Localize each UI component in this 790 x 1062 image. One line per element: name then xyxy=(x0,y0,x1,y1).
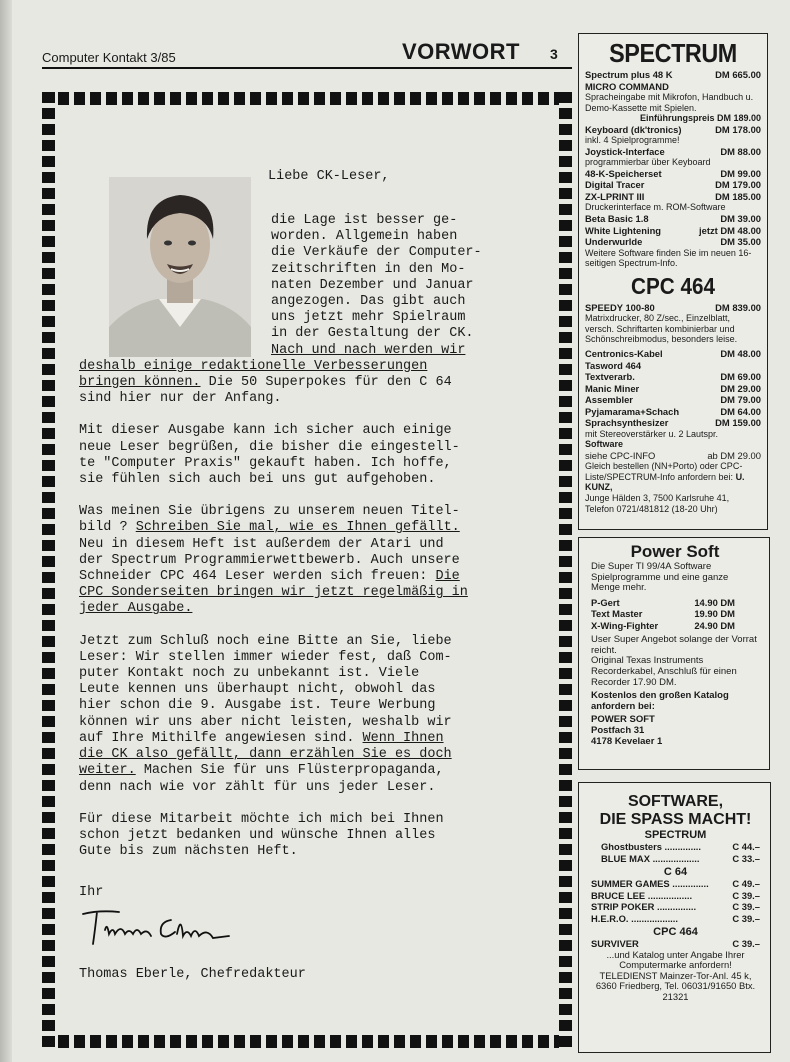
ad-item-name: BRUCE LEE ................. xyxy=(591,889,693,901)
page-header xyxy=(42,38,570,68)
letter-text: Was meinen Sie übrigens zu unserem neuen Titel- xyxy=(79,504,460,520)
ad-description: Matrixdrucker, 80 Z/sec., Einzelblatt, versch. Schriftarten kombinierbar und Schönschreibmodus, besonders leise. xyxy=(585,313,738,345)
ad-item-name: Ghostbusters .............. xyxy=(601,841,702,852)
ad-item-name: Pyjamarama+Schach xyxy=(585,405,680,417)
ad-item-name: Centronics-Kabel xyxy=(585,348,663,360)
ad-tail: ...und Katalog unter Angabe Ihrer Computermarke anfordern! TELEDIENST Mainzer-Tor-Anl. 45 k, 6360 Friedberg, Tel. 06031/91650 Btx. 21321 xyxy=(595,948,756,1002)
ad-items xyxy=(585,146,761,158)
ad-item-name: Text Master xyxy=(591,608,643,620)
letter-paragraph-4 xyxy=(79,634,549,796)
ad-description: Druckerinterface m. ROM-Software xyxy=(585,202,726,213)
ad-description: programmierbar über Keyboard xyxy=(585,157,711,168)
letter-text: Machen Sie für uns Flüsterpropaganda, xyxy=(135,763,444,779)
letter-text: bild ? xyxy=(79,520,136,536)
ad-item-name: X-Wing-Fighter xyxy=(591,619,659,631)
ad-item-row xyxy=(585,417,761,429)
letter-text: Schneider CPC 464 Leser werden sich freuen: xyxy=(79,569,436,585)
ad-powersoft xyxy=(578,537,770,770)
underlined-text: bringen können. xyxy=(79,375,201,391)
ad-item-name: Keyboard (dk'tronics) xyxy=(585,123,682,135)
ad-item-row xyxy=(585,302,761,314)
ad-item-name: Spectrum plus 48 K xyxy=(585,69,673,80)
ad-item-price: DM 665.00 xyxy=(715,69,761,80)
ad-item-name: BLUE MAX .................. xyxy=(601,852,700,864)
ad-items xyxy=(585,348,761,429)
letter-paragraph-3 xyxy=(79,504,549,617)
ad-item-row xyxy=(585,236,761,248)
underlined-text: die CK also gefällt, dann erzählen Sie es doch xyxy=(79,747,452,763)
ad-item-price: ab DM 29.00 xyxy=(707,449,761,461)
ad-item-row xyxy=(585,213,761,225)
underlined-text: jeder Ausgabe. xyxy=(79,601,193,617)
ad-item-row xyxy=(585,124,761,136)
letter-paragraph-1-rest xyxy=(79,343,549,408)
letter-line: schon jetzt bedanken und wünsche Ihnen alles xyxy=(79,827,436,843)
underlined-text: Schreiben Sie mal, wie es Ihnen gefällt. xyxy=(135,520,460,536)
ad-item-price: DM 29.00 xyxy=(720,382,761,394)
ad-item-price: 24.90 DM xyxy=(694,619,735,631)
issue-label: Computer Kontakt 3/85 xyxy=(42,50,176,65)
ad-item-name: ZX-LPRINT III xyxy=(585,190,645,202)
letter-line: die Lage ist besser ge- xyxy=(271,213,458,228)
letter-line: uns jetzt mehr Spielraum xyxy=(271,310,466,326)
letter-line: die Verkäufe der Computer- xyxy=(271,245,482,261)
ad-item-row xyxy=(591,938,760,950)
page-binding-shadow xyxy=(0,0,12,1062)
underlined-text: weiter. xyxy=(79,763,136,779)
ad-item-name: Joystick-Interface xyxy=(585,145,665,157)
ad-item-row xyxy=(601,841,760,853)
ad-item-name: Assembler xyxy=(585,394,633,406)
ad-order: Gleich bestellen (NN+Porto) oder CPC-Liste/SPECTRUM-Info anfordern bei: xyxy=(585,461,743,482)
letter-line: können wir uns aber nicht leisten, weshalb wir xyxy=(79,714,452,730)
letter-line: Leser: Wir stellen immer wieder fest, daß Com- xyxy=(79,649,452,665)
letter-line: te "Computer Praxis" gekauft haben. Ich hoffe, xyxy=(79,455,452,471)
ad-description: inkl. 4 Spielprogramme! xyxy=(585,135,680,146)
ad-items xyxy=(591,938,760,950)
letter-line: in der Gestaltung der CK. xyxy=(271,326,474,342)
ad-item-row xyxy=(585,406,761,418)
ad-item-row xyxy=(585,69,761,81)
ad-item-price: DM 99.00 xyxy=(720,167,761,179)
letter-line: neue Leser begrüßen, die bisher die eingestell- xyxy=(79,439,460,455)
ad-item-name: Digital Tracer xyxy=(585,179,645,191)
letter-text: sind hier nur der Anfang. xyxy=(79,391,282,407)
ad-item-row xyxy=(591,608,735,620)
ad-item-name: Textverarb. xyxy=(585,371,635,383)
ad-title-spectrum: SPECTRUM xyxy=(609,38,737,68)
ad-item-row xyxy=(585,191,761,203)
ad-item-price: DM 839.00 xyxy=(715,301,761,313)
letter-line: Gute bis zum nächsten Heft. xyxy=(79,844,298,860)
page-number: 3 xyxy=(550,46,558,62)
ad-item-row xyxy=(585,394,761,406)
letter-line: worden. Allgemein haben xyxy=(271,229,458,245)
ad-item-price: DM 178.00 xyxy=(715,123,761,135)
ad-item-row xyxy=(585,168,761,180)
ad-offer: User Super Angebot solange der Vorrat reicht. xyxy=(591,634,757,656)
ad-item-name: 48-K-Speicherset xyxy=(585,167,662,179)
ad-item-name: SURVIVER xyxy=(591,938,639,949)
letter-line: puter Kontakt noch zu unbekannt ist. Viele xyxy=(79,666,420,682)
underlined-text: Nach und nach werden wir xyxy=(271,342,466,358)
ad-description: Spracheingabe mit Mikrofon, Handbuch u. Demo-Kassette mit Spielen. xyxy=(585,92,754,113)
ad-kunz xyxy=(578,33,768,530)
ad-item-row xyxy=(591,878,760,890)
ad-item-price: C 39.– xyxy=(732,901,760,912)
underlined-text: Wenn Ihnen xyxy=(362,730,444,746)
letter-line: naten Dezember und Januar xyxy=(271,277,474,293)
ad-item-row xyxy=(585,81,761,93)
ad-items xyxy=(591,878,760,924)
letter-paragraph-2 xyxy=(79,423,549,488)
ad-items xyxy=(585,168,761,203)
underlined-text: Die xyxy=(435,569,460,585)
signature-image xyxy=(79,900,239,960)
ad-item-price: C 44.– xyxy=(732,841,760,852)
ad-item-row xyxy=(585,179,761,191)
ad-item-price: DM 179.00 xyxy=(715,179,761,191)
ad-item-row xyxy=(601,853,760,865)
signer-name: Thomas Eberle, Chefredakteur xyxy=(79,967,306,982)
ad-item-row xyxy=(585,225,761,237)
ad-title-cpc: CPC 464 xyxy=(630,272,715,299)
ad-item-price: DM 69.00 xyxy=(720,371,761,383)
ad-item-price: 14.90 DM xyxy=(694,596,735,608)
ad-item-price: DM 64.00 xyxy=(720,405,761,417)
ad-software-row xyxy=(585,450,761,462)
ad-items xyxy=(585,213,761,248)
ad-item-name: SPEEDY 100-80 xyxy=(585,301,655,313)
ad-item-price: DM 39.00 xyxy=(720,213,761,225)
ad-item-name: STRIP POKER ............... xyxy=(591,901,697,912)
underlined-text: CPC Sonderseiten bringen wir jetzt regelmäßig in xyxy=(79,585,468,601)
ad-item-row xyxy=(585,383,761,395)
letter-line: sie fühlen sich auch bei uns gut aufgehoben. xyxy=(79,472,436,488)
ad-item-row xyxy=(585,360,761,372)
letter-text: der Spectrum Programmierwettbewerb. Auch unsere xyxy=(79,552,460,568)
ad-section: SPECTRUM xyxy=(644,829,707,841)
letter-body xyxy=(79,213,549,876)
ad-address-line: 4178 Kevelaer 1 xyxy=(591,735,663,747)
ad-catalog: Kostenlos den großen Katalog anfordern bei: xyxy=(591,690,729,712)
letter-text: auf Ihre Mithilfe angewiesen sind. xyxy=(79,730,363,746)
ad-item-name: White Lightening xyxy=(585,224,662,236)
ad-item-price: DM 35.00 xyxy=(720,236,761,248)
ad-section: C 64 xyxy=(663,866,688,878)
letter-paragraph-5 xyxy=(79,812,549,861)
ad-intro: Die Super TI 99/4A Software Spielprogramme und eine ganze Menge mehr. xyxy=(591,561,729,594)
letter-text: denn nach wie vor zählt für uns jeder Leser. xyxy=(79,779,436,795)
ad-item-row xyxy=(585,348,761,360)
ad-offer-detail: Original Texas Instruments Recorderkabel, Anschluß für einen Recorder 17.90 DM. xyxy=(591,655,737,688)
letter-greeting: Liebe CK-Leser, xyxy=(268,169,390,184)
ad-item-row xyxy=(591,890,760,902)
ad-order-name: U. KUNZ, xyxy=(585,471,745,493)
letter-paragraph-1-indented xyxy=(79,213,537,343)
ad-item-price: DM 159.00 xyxy=(715,417,761,429)
ad-item-name: Beta Basic 1.8 xyxy=(585,213,649,225)
ad-item-price: DM 79.00 xyxy=(720,394,761,406)
letter-line: Jetzt zum Schluß noch eine Bitte an Sie, liebe xyxy=(79,633,452,649)
letter-line: hier schon die 9. Ausgabe ist. Teure Werbung xyxy=(79,698,436,714)
ad-item-row xyxy=(591,620,735,632)
letter-text: Neu in diesem Heft ist außerdem der Atari und xyxy=(79,536,444,552)
ad-item-row xyxy=(585,146,761,158)
ad-item-name: H.E.R.O. .................. xyxy=(591,912,678,924)
header-rule xyxy=(42,67,572,69)
ad-intro-price: Einführungspreis DM 189.00 xyxy=(639,113,761,124)
ad-section: CPC 464 xyxy=(653,926,698,938)
ad-title-line: SOFTWARE, xyxy=(627,793,724,810)
ad-item-name: MICRO COMMAND xyxy=(585,80,669,92)
ad-title-powersoft: Power Soft xyxy=(630,542,720,561)
ad-teledienst xyxy=(578,782,771,1053)
section-title: VORWORT xyxy=(402,39,520,64)
ad-item-price: jetzt DM 48.00 xyxy=(699,224,761,236)
ad-item-price: C 49.– xyxy=(732,878,760,889)
ad-items xyxy=(585,124,761,136)
ad-items xyxy=(591,841,760,864)
ad-item-name: P-Gert xyxy=(591,596,620,608)
ad-item-name: Tasword 464 xyxy=(585,359,642,371)
ad-items xyxy=(585,302,761,314)
ad-software-label: Software xyxy=(585,439,624,450)
ad-items xyxy=(591,597,759,632)
ad-order-text xyxy=(585,461,761,493)
letter-line: zeitschriften in den Mo- xyxy=(271,261,466,277)
ad-address-line: POWER SOFT xyxy=(591,714,655,726)
ad-item-row xyxy=(591,901,760,913)
ad-title-line: DIE SPASS MACHT! xyxy=(599,811,752,828)
ad-phone: Telefon 0721/481812 (18-20 Uhr) xyxy=(585,503,718,514)
ad-item-price: 19.90 DM xyxy=(694,608,735,620)
ad-address-line: Postfach 31 xyxy=(591,725,645,737)
letter-line: angezogen. Das gibt auch xyxy=(271,294,466,310)
ad-item-name: Underwurlde xyxy=(585,236,643,248)
editorial-frame xyxy=(42,92,572,1048)
ad-item-row xyxy=(591,597,735,609)
ad-items xyxy=(585,69,761,92)
ad-item-price: DM 48.00 xyxy=(720,348,761,360)
ad-item-name: siehe CPC-INFO xyxy=(585,449,656,461)
ad-item-name: Manic Miner xyxy=(585,382,640,394)
ad-item-price: C 39.– xyxy=(732,938,760,949)
underlined-text: deshalb einige redaktionelle Verbesserungen xyxy=(79,358,428,374)
ad-item-row xyxy=(591,913,760,925)
letter-closing: Ihr xyxy=(79,885,104,900)
letter-line: Mit dieser Ausgabe kann ich sicher auch einige xyxy=(79,423,452,439)
ad-item-price: C 39.– xyxy=(732,889,760,901)
ad-item-name: Sprachsynthesizer xyxy=(585,417,669,429)
ad-item-price: DM 185.00 xyxy=(715,190,761,202)
ad-item-price: DM 88.00 xyxy=(720,145,761,157)
ad-description: Weitere Software finden Sie im neuen 16-seitigen Spectrum-Info. xyxy=(585,247,752,269)
ad-item-price: C 33.– xyxy=(732,852,760,864)
ad-description: mit Stereoverstärker u. 2 Lautspr. xyxy=(585,428,719,439)
letter-text: Die 50 Superpokes für den C 64 xyxy=(200,375,452,391)
ad-item-row xyxy=(585,371,761,383)
letter-line: Leute kennen uns überhaupt nicht, obwohl das xyxy=(79,682,436,698)
letter-line: Für diese Mitarbeit möchte ich mich bei Ihnen xyxy=(79,811,444,827)
ad-item-price: C 39.– xyxy=(732,912,760,924)
ad-item-name: SUMMER GAMES .............. xyxy=(591,878,709,889)
ad-address: Junge Hälden 3, 7500 Karlsruhe 41, xyxy=(585,493,730,503)
